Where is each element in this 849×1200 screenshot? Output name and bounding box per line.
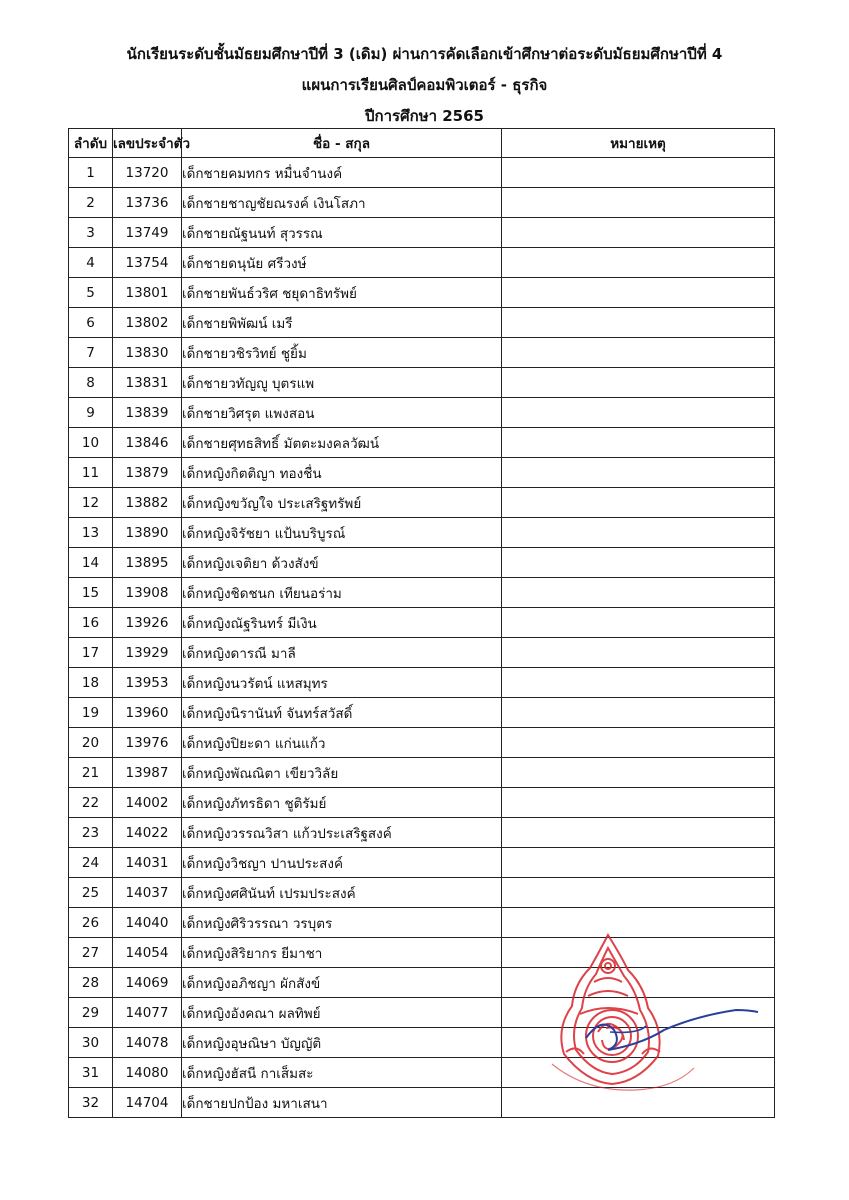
student-name-cell: เด็กหญิงชิดชนก เทียนอร่าม <box>182 578 502 608</box>
row-index-cell: 21 <box>69 758 113 788</box>
row-index-cell: 25 <box>69 878 113 908</box>
table-row <box>69 698 775 728</box>
row-index-cell: 31 <box>69 1058 113 1088</box>
table-row <box>69 248 775 278</box>
student-name-cell: เด็กชายวิศรุต แพงสอน <box>182 398 502 428</box>
student-name-cell: เด็กชายปกป้อง มหาเสนา <box>182 1088 502 1118</box>
row-index-cell: 13 <box>69 518 113 548</box>
table-row <box>69 848 775 878</box>
student-id-cell: 14031 <box>113 848 182 878</box>
student-name-cell: เด็กหญิงวิชญา ปานประสงค์ <box>182 848 502 878</box>
row-index-cell: 4 <box>69 248 113 278</box>
student-name-cell: เด็กชายณัฐนนท์ สุวรรณ <box>182 218 502 248</box>
student-id-cell: 13879 <box>113 458 182 488</box>
row-index-cell: 28 <box>69 968 113 998</box>
student-id-cell: 13749 <box>113 218 182 248</box>
remark-cell <box>502 338 775 368</box>
student-id-cell: 13960 <box>113 698 182 728</box>
table-row <box>69 398 775 428</box>
remark-cell <box>502 638 775 668</box>
remark-cell <box>502 398 775 428</box>
student-name-cell: เด็กหญิงสิริยากร ยีมาชา <box>182 938 502 968</box>
table-row <box>69 338 775 368</box>
student-name-cell: เด็กหญิงณัฐรินทร์ มีเงิน <box>182 608 502 638</box>
student-id-cell: 13831 <box>113 368 182 398</box>
table-row <box>69 488 775 518</box>
table-row <box>69 458 775 488</box>
table-row <box>69 158 775 188</box>
student-id-cell: 13736 <box>113 188 182 218</box>
table-row <box>69 518 775 548</box>
student-name-cell: เด็กชายวชิรวิทย์ ชูยิ้ม <box>182 338 502 368</box>
table-row <box>69 278 775 308</box>
remark-cell <box>502 488 775 518</box>
student-name-cell: เด็กหญิงวรรณวิสา แก้วประเสริฐสงค์ <box>182 818 502 848</box>
student-id-cell: 14077 <box>113 998 182 1028</box>
row-index-cell: 17 <box>69 638 113 668</box>
student-name-cell: เด็กหญิงฮัสนี กาเส็มสะ <box>182 1058 502 1088</box>
row-index-cell: 5 <box>69 278 113 308</box>
student-id-cell: 13882 <box>113 488 182 518</box>
row-index-cell: 27 <box>69 938 113 968</box>
student-id-cell: 13839 <box>113 398 182 428</box>
student-name-cell: เด็กหญิงพัณณิตา เขียววิลัย <box>182 758 502 788</box>
row-index-cell: 7 <box>69 338 113 368</box>
student-id-cell: 13754 <box>113 248 182 278</box>
row-index-cell: 10 <box>69 428 113 458</box>
student-id-cell: 13908 <box>113 578 182 608</box>
remark-cell <box>502 368 775 398</box>
student-id-cell: 14037 <box>113 878 182 908</box>
remark-cell <box>502 578 775 608</box>
table-row <box>69 878 775 908</box>
remark-cell <box>502 548 775 578</box>
student-id-cell: 13895 <box>113 548 182 578</box>
student-name-cell: เด็กหญิงอภิชญา ผักสังข์ <box>182 968 502 998</box>
row-index-cell: 14 <box>69 548 113 578</box>
student-id-cell: 13976 <box>113 728 182 758</box>
student-name-cell: เด็กชายวทัญญู บุตรแพ <box>182 368 502 398</box>
remark-cell <box>502 698 775 728</box>
student-id-cell: 13846 <box>113 428 182 458</box>
table-row <box>69 218 775 248</box>
remark-cell <box>502 818 775 848</box>
remark-cell <box>502 758 775 788</box>
student-id-cell: 14002 <box>113 788 182 818</box>
remark-cell <box>502 518 775 548</box>
student-id-cell: 13926 <box>113 608 182 638</box>
remark-cell <box>502 668 775 698</box>
student-name-cell: เด็กหญิงอุษณิษา บัญญัติ <box>182 1028 502 1058</box>
row-index-cell: 11 <box>69 458 113 488</box>
column-header-student-id: เลขประจำตัว <box>113 129 182 158</box>
student-id-cell: 13802 <box>113 308 182 338</box>
student-name-cell: เด็กหญิงปิยะดา แก่นแก้ว <box>182 728 502 758</box>
student-id-cell: 13987 <box>113 758 182 788</box>
table-row <box>69 608 775 638</box>
student-name-cell: เด็กหญิงจิรัชยา แป้นบริบูรณ์ <box>182 518 502 548</box>
student-name-cell: เด็กชายพิพัฒน์ เมรี <box>182 308 502 338</box>
row-index-cell: 15 <box>69 578 113 608</box>
table-row <box>69 368 775 398</box>
remark-cell <box>502 248 775 278</box>
student-name-cell: เด็กชายคมทกร หมื่นจำนงค์ <box>182 158 502 188</box>
remark-cell <box>502 728 775 758</box>
row-index-cell: 24 <box>69 848 113 878</box>
row-index-cell: 18 <box>69 668 113 698</box>
student-id-cell: 14054 <box>113 938 182 968</box>
student-name-cell: เด็กหญิงดารณี มาลี <box>182 638 502 668</box>
row-index-cell: 16 <box>69 608 113 638</box>
student-id-cell: 14078 <box>113 1028 182 1058</box>
table-row <box>69 668 775 698</box>
row-index-cell: 30 <box>69 1028 113 1058</box>
remark-cell <box>502 218 775 248</box>
row-index-cell: 22 <box>69 788 113 818</box>
row-index-cell: 19 <box>69 698 113 728</box>
student-name-cell: เด็กหญิงอังคณา ผลทิพย์ <box>182 998 502 1028</box>
row-index-cell: 6 <box>69 308 113 338</box>
column-header-name: ชื่อ - สกุล <box>182 129 502 158</box>
title-line-1: นักเรียนระดับชั้นมัธยมศึกษาปีที่ 3 (เดิม) ผ่านการคัดเลือกเข้าศึกษาต่อระดับมัธยมศึกษาปีที่ 4 <box>126 45 723 63</box>
row-index-cell: 12 <box>69 488 113 518</box>
student-id-cell: 13890 <box>113 518 182 548</box>
student-name-cell: เด็กหญิงขวัญใจ ประเสริฐทรัพย์ <box>182 488 502 518</box>
remark-cell <box>502 278 775 308</box>
table-row <box>69 578 775 608</box>
remark-cell <box>502 608 775 638</box>
row-index-cell: 8 <box>69 368 113 398</box>
student-name-cell: เด็กชายชาญชัยณรงค์ เงินโสภา <box>182 188 502 218</box>
student-name-cell: เด็กหญิงศศินันท์ เปรมประสงค์ <box>182 878 502 908</box>
remark-cell <box>502 878 775 908</box>
title-line-3: ปีการศึกษา 2565 <box>365 107 484 125</box>
student-name-cell: เด็กชายพันธ์วริศ ชยุดาธิทรัพย์ <box>182 278 502 308</box>
student-name-cell: เด็กหญิงกิตติญา ทองชื่น <box>182 458 502 488</box>
student-id-cell: 14069 <box>113 968 182 998</box>
student-name-cell: เด็กหญิงเจติยา ด้วงสังข์ <box>182 548 502 578</box>
student-name-cell: เด็กหญิงภัทรธิดา ชูติรัมย์ <box>182 788 502 818</box>
student-name-cell: เด็กหญิงศิริวรรณา วรบุตร <box>182 908 502 938</box>
table-row <box>69 758 775 788</box>
student-id-cell: 14040 <box>113 908 182 938</box>
document-header <box>0 40 849 133</box>
row-index-cell: 3 <box>69 218 113 248</box>
row-index-cell: 32 <box>69 1088 113 1118</box>
student-id-cell: 14022 <box>113 818 182 848</box>
student-name-cell: เด็กชายดนุนัย ศรีวงษ์ <box>182 248 502 278</box>
table-row <box>69 818 775 848</box>
column-header-remark: หมายเหตุ <box>502 129 775 158</box>
table-row <box>69 428 775 458</box>
remark-cell <box>502 788 775 818</box>
remark-cell <box>502 308 775 338</box>
row-index-cell: 9 <box>69 398 113 428</box>
student-name-cell: เด็กชายศุทธสิทธิ์ มัตตะมงคลวัฒน์ <box>182 428 502 458</box>
row-index-cell: 29 <box>69 998 113 1028</box>
row-index-cell: 20 <box>69 728 113 758</box>
student-id-cell: 14704 <box>113 1088 182 1118</box>
student-id-cell: 14080 <box>113 1058 182 1088</box>
remark-cell <box>502 158 775 188</box>
title-line-2: แผนการเรียนศิลป์คอมพิวเตอร์ - ธุรกิจ <box>301 76 548 94</box>
row-index-cell: 26 <box>69 908 113 938</box>
table-row <box>69 728 775 758</box>
student-id-cell: 13720 <box>113 158 182 188</box>
row-index-cell: 1 <box>69 158 113 188</box>
student-id-cell: 13953 <box>113 668 182 698</box>
remark-cell <box>502 428 775 458</box>
student-name-cell: เด็กหญิงนวรัตน์ แหสมุทร <box>182 668 502 698</box>
student-id-cell: 13830 <box>113 338 182 368</box>
table-row <box>69 788 775 818</box>
remark-cell <box>502 458 775 488</box>
student-name-cell: เด็กหญิงนิรานันท์ จันทร์สวัสดิ์ <box>182 698 502 728</box>
row-index-cell: 2 <box>69 188 113 218</box>
student-id-cell: 13801 <box>113 278 182 308</box>
remark-cell <box>502 188 775 218</box>
school-seal-stamp <box>546 932 766 1100</box>
remark-cell <box>502 848 775 878</box>
table-row <box>69 548 775 578</box>
table-row <box>69 638 775 668</box>
column-header-index: ลำดับ <box>69 129 113 158</box>
table-row <box>69 188 775 218</box>
table-row <box>69 308 775 338</box>
table-header-row <box>69 129 775 158</box>
row-index-cell: 23 <box>69 818 113 848</box>
student-id-cell: 13929 <box>113 638 182 668</box>
